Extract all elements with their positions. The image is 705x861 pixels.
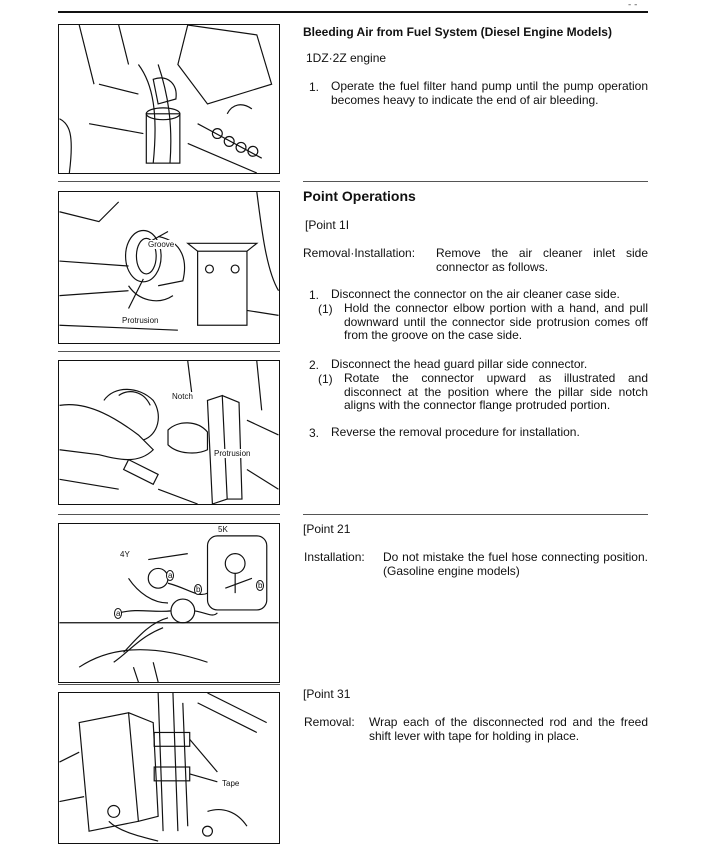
divider-right-2 xyxy=(303,514,648,515)
step2-sub-number: (1) xyxy=(318,372,333,386)
protrusion-label-2: Protrusion xyxy=(214,449,251,458)
step1-sub-number: (1) xyxy=(318,302,333,316)
figure-fuel-filter-pump xyxy=(58,24,280,174)
divider-right-1 xyxy=(303,181,648,182)
point-1-heading: [Point 1I xyxy=(305,218,350,232)
step1-number: 1. xyxy=(309,288,320,302)
shift-lever-drawing xyxy=(59,693,279,843)
step3-text: Reverse the removal procedure for installation. xyxy=(331,425,580,439)
label-b2: b xyxy=(258,581,263,590)
removal-text: Wrap each of the disconnected rod and the freed shift lever with tape for holding in place. xyxy=(369,715,648,743)
label-4y: 4Y xyxy=(120,550,130,559)
engine-label: 1DZ·2Z engine xyxy=(306,51,387,65)
step1-text: Disconnect the connector on the air cleaner case side. xyxy=(331,287,620,301)
label-b1: b xyxy=(196,585,201,594)
head-guard-drawing xyxy=(59,361,279,504)
figure-fuel-hose xyxy=(58,523,280,683)
removal-label: Removal: xyxy=(304,715,355,729)
step2-sub-text: Rotate the connector upward as illustrated and disconnect at the position where the pillar side notch aligns with the connector flange protruded portion. xyxy=(344,371,648,412)
step3-number: 3. xyxy=(309,426,320,440)
tape-label: Tape xyxy=(222,779,240,788)
air-cleaner-drawing xyxy=(59,192,279,343)
section-title-point-operations: Point Operations xyxy=(303,188,416,204)
figure-shift-lever-tape xyxy=(58,692,280,844)
corner-mark: - - xyxy=(628,0,638,10)
divider-left-1 xyxy=(58,181,280,182)
installation-label: Installation: xyxy=(304,550,365,564)
figure-air-cleaner-connector xyxy=(58,191,280,344)
step1-sub-text: Hold the connector elbow portion with a hand, and pull downward until the connector side protrusion comes off from the groove on the case side. xyxy=(344,301,648,342)
removal-installation-text: Remove the air cleaner inlet side connector as follows. xyxy=(436,246,648,274)
divider-left-2 xyxy=(58,351,280,352)
figure-head-guard-connector xyxy=(58,360,280,505)
protrusion-label: Protrusion xyxy=(122,316,159,325)
step-text: Operate the fuel filter hand pump until the pump operation becomes heavy to indicate the end of air bleeding. xyxy=(331,79,648,107)
top-rule xyxy=(58,11,648,13)
fuel-hose-drawing xyxy=(59,524,279,682)
label-a1: a xyxy=(168,571,173,580)
point-3-heading: [Point 31 xyxy=(303,687,351,701)
notch-label: Notch xyxy=(172,392,193,401)
point-2-heading: [Point 21 xyxy=(303,522,351,536)
groove-label: Groove xyxy=(148,240,175,249)
step2-number: 2. xyxy=(309,358,320,372)
step-number: 1. xyxy=(309,80,320,94)
step2-text: Disconnect the head guard pillar side connector. xyxy=(331,357,588,371)
fuel-filter-drawing xyxy=(59,25,279,173)
divider-left-3 xyxy=(58,514,280,515)
section-title-bleeding: Bleeding Air from Fuel System (Diesel Engine Models) xyxy=(303,25,612,39)
label-5k: 5K xyxy=(218,525,228,534)
removal-installation-label: Removal·Installation: xyxy=(303,246,416,260)
installation-text: Do not mistake the fuel hose connecting position. (Gasoline engine models) xyxy=(383,550,648,578)
divider-left-4 xyxy=(58,684,280,685)
label-a2: a xyxy=(116,609,121,618)
